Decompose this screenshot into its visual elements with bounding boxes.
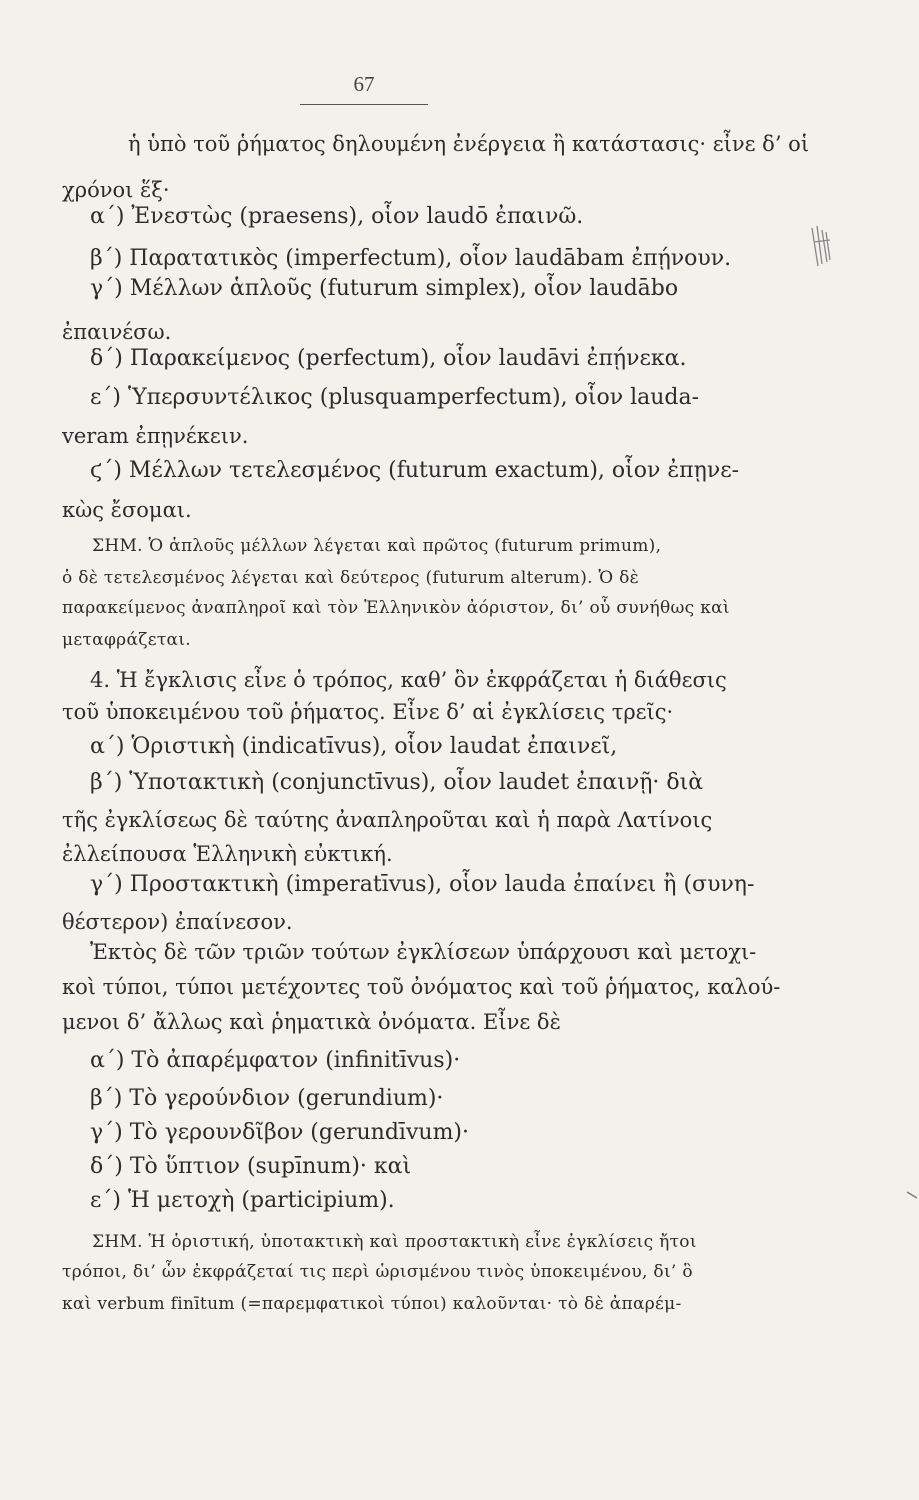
page-number: 67 <box>353 72 375 96</box>
text-line: ϛ΄) Μέλλων τετελεσμένος (futurum exactum), οἷον ἐπῃνε- <box>90 458 740 483</box>
text-line: δ΄) Παρακείμενος (perfectum), οἷον laudāvi ἐπῄνεκα. <box>90 346 687 371</box>
text-line: κοὶ τύποι, τύποι μετέχοντες τοῦ ὀνόματος καὶ τοῦ ῥήματος, καλού- <box>62 975 781 999</box>
text-line: α΄) Τὸ ἀπαρέμφατον (infinitīvus)· <box>90 1048 461 1073</box>
text-line: γ΄) Τὸ γερουνδῖβον (gerundīvum)· <box>90 1120 470 1145</box>
margin-pencil-mark <box>808 222 836 272</box>
text-line: ε΄) Ἡ μετοχὴ (participium). <box>90 1188 395 1213</box>
note-line: μεταφράζεται. <box>62 630 191 650</box>
note-line: καὶ verbum finītum (=παρεμφατικοὶ τύποι) καλοῦνται· τὸ δὲ ἀπαρέμ- <box>62 1294 682 1314</box>
text-line: θέστερον) ἐπαίνεσον. <box>62 910 293 934</box>
text-line: β΄) Ὑποτακτικὴ (conjunctīvus), οἷον laudet ἐπαινῇ· διὰ <box>90 770 704 795</box>
text-line: ἐπαινέσω. <box>62 320 172 344</box>
note-line: ΣΗΜ. Ὁ ἁπλοῦς μέλλων λέγεται καὶ πρῶτος (futurum primum), <box>92 536 662 556</box>
text-line: γ΄) Προστακτικὴ (imperatīvus), οἷον lauda ἐπαίνει ἢ (συνη- <box>90 872 755 897</box>
text-line: β΄) Τὸ γερούνδιον (gerundium)· <box>90 1086 444 1111</box>
text-line: Ἐκτὸς δὲ τῶν τριῶν τούτων ἐγκλίσεων ὑπάρχουσι καὶ μετοχι- <box>90 940 757 964</box>
text-line: κὼς ἔσομαι. <box>62 498 192 522</box>
text-line: δ΄) Τὸ ὕπτιον (supīnum)· καὶ <box>90 1154 412 1179</box>
text-line: α΄) Ὁριστικὴ (indicatīvus), οἷον laudat ἐπαινεῖ, <box>90 734 618 759</box>
note-line: ΣΗΜ. Ἡ ὁριστική, ὑποτακτικὴ καὶ προστακτικὴ εἶνε ἐγκλίσεις ἤτοι <box>92 1232 697 1252</box>
note-line: τρόποι, δι’ ὧν ἐκφράζεταί τις περὶ ὡρισμένου τινὸς ὑποκειμένου, δι’ ὃ <box>62 1262 693 1282</box>
text-line: ε΄) Ὑπερσυντέλικος (plusquamperfectum), οἷον lauda- <box>90 385 700 410</box>
text-line: τοῦ ὑποκειμένου τοῦ ῥήματος. Εἶνε δ’ αἱ ἐγκλίσεις τρεῖς· <box>62 700 674 724</box>
note-line: παρακείμενος ἀναπληροῖ καὶ τὸν Ἑλληνικὸν ἀόριστον, δι’ οὗ συνήθως καὶ <box>62 598 730 618</box>
text-line: β΄) Παρατατικὸς (imperfectum), οἷον laudābam ἐπῄνουν. <box>90 246 732 271</box>
text-line: γ΄) Μέλλων ἁπλοῦς (futurum simplex), οἷον laudābo <box>90 276 679 301</box>
text-line: μενοι δ’ ἄλλως καὶ ῥηματικὰ ὀνόματα. Εἶνε δὲ <box>62 1010 561 1034</box>
margin-tick <box>905 1190 919 1200</box>
text-line: α΄) Ἐνεστὼς (praesens), οἷον laudō ἐπαινῶ. <box>90 204 584 229</box>
note-line: ὁ δὲ τετελεσμένος λέγεται καὶ δεύτερος (futurum alterum). Ὁ δὲ <box>62 568 640 588</box>
header-rule <box>300 104 428 105</box>
text-line: veram ἐπῃνέκειν. <box>62 424 249 448</box>
text-line: χρόνοι ἕξ· <box>62 178 170 202</box>
text-line: ἡ ὑπὸ τοῦ ῥήματος δηλουμένη ἐνέργεια ἢ κατάστασις· εἶνε δ’ οἱ <box>128 132 810 156</box>
text-line: 4. Ἡ ἔγκλισις εἶνε ὁ τρόπος, καθ’ ὃν ἐκφράζεται ἡ διάθεσις <box>90 668 727 692</box>
text-line: ἐλλείπουσα Ἑλληνικὴ εὐκτική. <box>62 842 393 866</box>
text-line: τῆς ἐγκλίσεως δὲ ταύτης ἀναπληροῦται καὶ ἡ παρὰ Λατίνοις <box>62 808 713 832</box>
